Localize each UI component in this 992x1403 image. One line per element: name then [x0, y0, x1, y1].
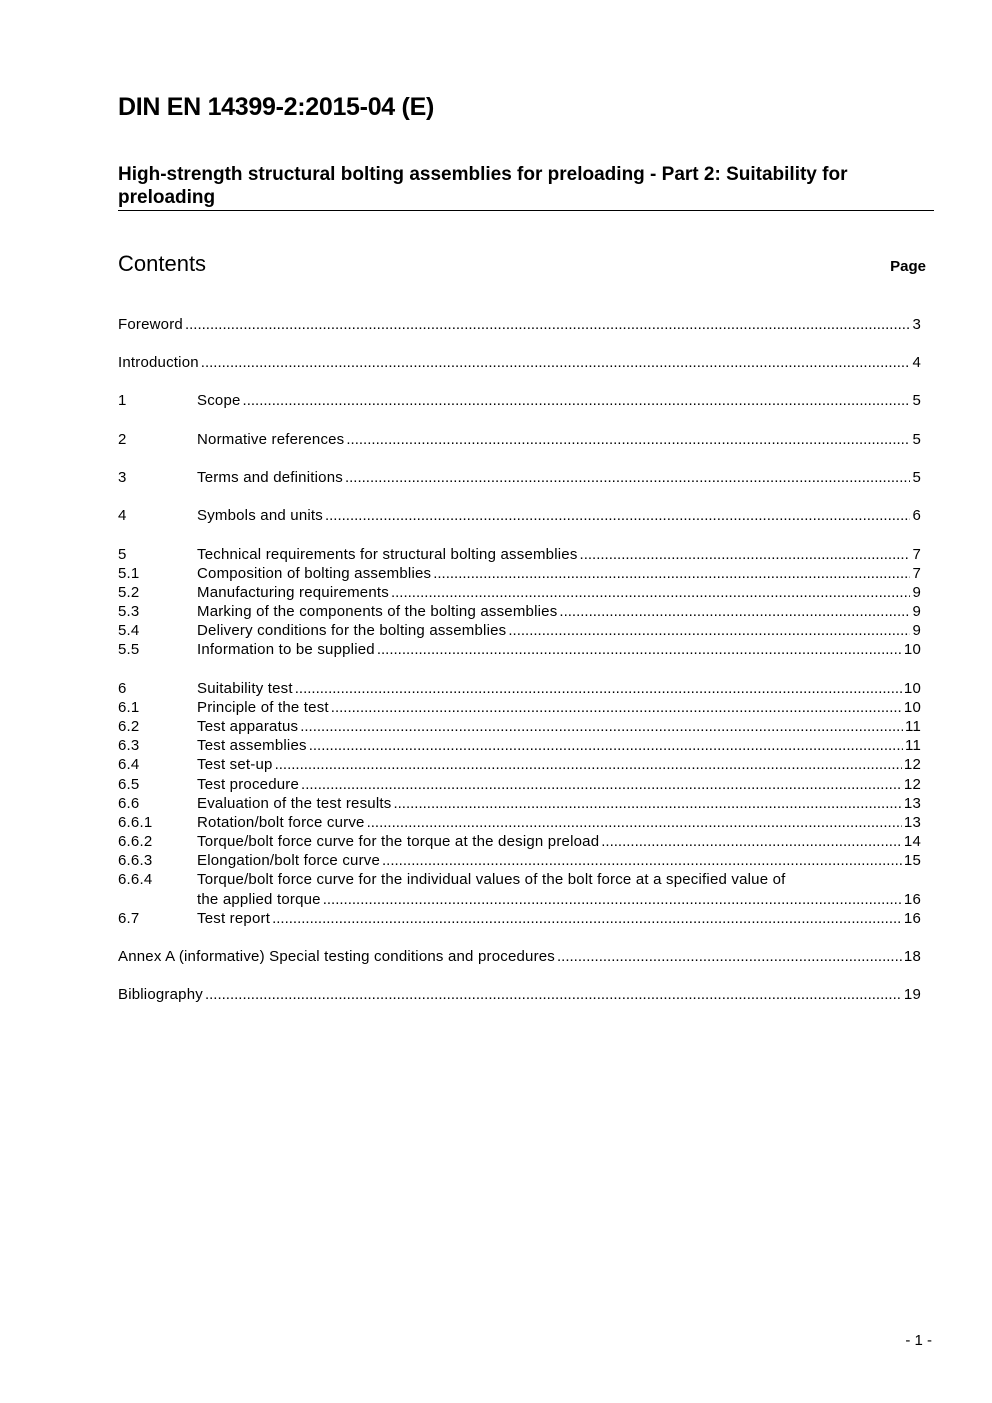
- toc-number: 6.6: [118, 795, 140, 812]
- toc-number: 6.3: [118, 737, 140, 754]
- toc-label: Rotation/bolt force curve: [197, 814, 365, 831]
- toc-page: 9: [912, 603, 921, 620]
- document-subtitle: High-strength structural bolting assemblies for preloading - Part 2: Suitability for preloading: [118, 164, 848, 208]
- toc-page: 19: [903, 986, 921, 1003]
- toc-number: 3: [118, 469, 127, 486]
- toc-number: 6.7: [118, 910, 140, 927]
- toc-number: 6: [118, 680, 127, 697]
- toc-number: 5.2: [118, 584, 140, 601]
- toc-label: Normative references: [197, 431, 345, 448]
- toc-page: 10: [903, 699, 921, 716]
- toc-page: 7: [912, 565, 921, 582]
- toc-entry-5-1[interactable]: [118, 564, 921, 584]
- toc-entry-5-2[interactable]: [118, 583, 921, 603]
- document-title: DIN EN 14399-2:2015-04 (E): [118, 93, 434, 121]
- title-divider: [118, 210, 934, 211]
- toc-label: Elongation/bolt force curve: [197, 852, 381, 869]
- toc-entry-6-1[interactable]: [118, 698, 921, 718]
- toc-number: 5.5: [118, 641, 140, 658]
- toc-label: Marking of the components of the bolting assemblies: [197, 603, 558, 620]
- toc-number: 5.1: [118, 565, 140, 582]
- toc-number: 6.4: [118, 756, 140, 773]
- toc-label: Test set-up: [197, 756, 273, 773]
- toc-label: Bibliography: [118, 986, 203, 1003]
- toc-label: Torque/bolt force curve for the torque at the design preload: [197, 833, 600, 850]
- toc-number: 2: [118, 431, 127, 448]
- toc-entry-annex-a[interactable]: [118, 947, 921, 967]
- toc-label: Technical requirements for structural bolting assemblies: [197, 546, 578, 563]
- toc-page: 12: [903, 776, 921, 793]
- toc-entry-5-3[interactable]: [118, 602, 921, 622]
- toc-label: Information to be supplied: [197, 641, 375, 658]
- toc-entry-6-4[interactable]: [118, 755, 921, 775]
- page-column-label: Page: [890, 258, 926, 275]
- toc-number: 6.1: [118, 699, 140, 716]
- toc-page: 12: [903, 756, 921, 773]
- toc-number: 4: [118, 507, 127, 524]
- toc-page: 5: [912, 469, 921, 486]
- toc-page: 13: [903, 814, 921, 831]
- toc-page: 6: [912, 507, 921, 524]
- toc-entry-6-5[interactable]: [118, 775, 921, 795]
- toc-entry-bibliography[interactable]: [118, 985, 921, 1005]
- toc-label: Scope: [197, 392, 241, 409]
- toc-page: 5: [912, 431, 921, 448]
- toc-page: 3: [912, 316, 921, 333]
- toc-entry-6-6-1[interactable]: [118, 813, 921, 833]
- toc-number: 6.6.2: [118, 833, 153, 850]
- toc-label: Symbols and units: [197, 507, 323, 524]
- toc-entry-5[interactable]: [118, 545, 921, 565]
- toc-entry-6-6-4[interactable]: [118, 870, 921, 890]
- page-number: - 1 -: [905, 1332, 932, 1349]
- toc-entry-2[interactable]: [118, 430, 921, 450]
- toc-label: Test procedure: [197, 776, 300, 793]
- toc-entry-6-6-4-continued[interactable]: [118, 890, 921, 910]
- toc-number: 5.4: [118, 622, 140, 639]
- toc-entry-1[interactable]: [118, 391, 921, 411]
- toc-page: 5: [912, 392, 921, 409]
- toc-label: Manufacturing requirements: [197, 584, 389, 601]
- toc-entry-introduction[interactable]: [118, 353, 921, 373]
- toc-page: 16: [903, 910, 921, 927]
- toc-number: 5: [118, 546, 127, 563]
- toc-number: 1: [118, 392, 127, 409]
- toc-page: 10: [903, 680, 921, 697]
- toc-number: 6.6.1: [118, 814, 153, 831]
- toc-label: Delivery conditions for the bolting assemblies: [197, 622, 507, 639]
- toc-page: 11: [905, 718, 921, 735]
- toc-label: Composition of bolting assemblies: [197, 565, 432, 582]
- toc-entry-5-5[interactable]: [118, 640, 921, 660]
- toc-entry-6-3[interactable]: [118, 736, 921, 756]
- toc-label: Test assemblies: [197, 737, 307, 754]
- toc-entry-foreword[interactable]: [118, 315, 921, 335]
- toc-label: Test report: [197, 910, 271, 927]
- toc-label-continued: the applied torque: [197, 891, 321, 908]
- toc-page: 11: [905, 737, 921, 754]
- toc-entry-6-2[interactable]: [118, 717, 921, 737]
- toc-page: 15: [903, 852, 921, 869]
- toc-entry-6-6-2[interactable]: [118, 832, 921, 852]
- toc-label: Introduction: [118, 354, 199, 371]
- toc-label: Suitability test: [197, 680, 293, 697]
- toc-page: 4: [912, 354, 921, 371]
- toc-entry-3[interactable]: [118, 468, 921, 488]
- toc-label: Foreword: [118, 316, 183, 333]
- toc-entry-4[interactable]: [118, 506, 921, 526]
- toc-page: 9: [912, 584, 921, 601]
- toc-page: 10: [903, 641, 921, 658]
- toc-page: 16: [903, 891, 921, 908]
- toc-page: 7: [912, 546, 921, 563]
- toc-entry-6[interactable]: [118, 679, 921, 699]
- toc-number: 6.2: [118, 718, 140, 735]
- toc-label: Annex A (informative) Special testing conditions and procedures: [118, 948, 556, 965]
- toc-page: 14: [903, 833, 921, 850]
- toc-entry-5-4[interactable]: [118, 621, 921, 641]
- toc-number: 6.6.4: [118, 871, 153, 888]
- toc-entry-6-6[interactable]: [118, 794, 921, 814]
- toc-entry-6-6-3[interactable]: [118, 851, 921, 871]
- contents-heading: Contents: [118, 251, 207, 276]
- toc-number: 6.6.3: [118, 852, 153, 869]
- toc-label: Principle of the test: [197, 699, 329, 716]
- toc-number: 5.3: [118, 603, 140, 620]
- toc-label: Terms and definitions: [197, 469, 343, 486]
- toc-number: 6.5: [118, 776, 140, 793]
- toc-entry-6-7[interactable]: [118, 909, 921, 929]
- toc-label: Test apparatus: [197, 718, 299, 735]
- toc-page: 13: [903, 795, 921, 812]
- toc-page: 9: [912, 622, 921, 639]
- toc-label: Evaluation of the test results: [197, 795, 392, 812]
- toc-page: 18: [903, 948, 921, 965]
- toc-label: Torque/bolt force curve for the individual values of the bolt force at a specified value of: [197, 871, 786, 888]
